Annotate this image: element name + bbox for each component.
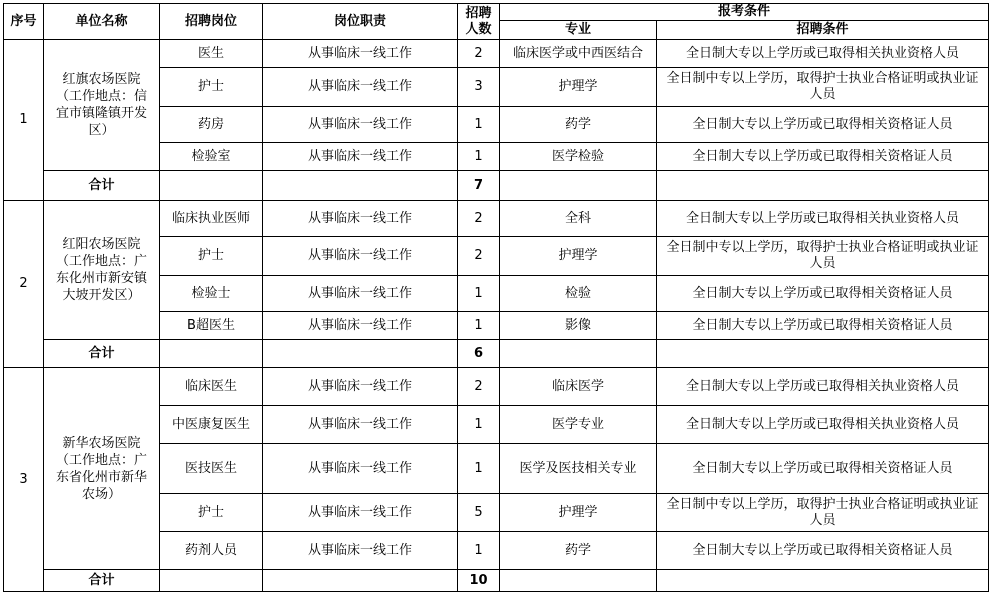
major-cell: 医学检验 <box>500 143 657 171</box>
requirement-cell: 全日制中专以上学历，取得护士执业合格证明或执业证人员 <box>657 494 989 532</box>
post-cell: 护士 <box>160 68 263 107</box>
count-cell: 5 <box>458 494 500 532</box>
post-cell: 医生 <box>160 40 263 68</box>
major-cell: 临床医学 <box>500 368 657 406</box>
header-duty: 岗位职责 <box>263 4 458 40</box>
post-cell: 药剂人员 <box>160 532 263 570</box>
total-label: 合计 <box>44 340 160 368</box>
header-count: 招聘人数 <box>458 4 500 40</box>
count-cell: 1 <box>458 107 500 143</box>
duty-cell: 从事临床一线工作 <box>263 68 458 107</box>
table-row <box>4 368 989 406</box>
requirement-cell: 全日制中专以上学历，取得护士执业合格证明或执业证人员 <box>657 237 989 276</box>
total-label: 合计 <box>44 171 160 201</box>
table-body <box>4 40 989 592</box>
major-cell: 护理学 <box>500 494 657 532</box>
seq-cell: 3 <box>4 368 44 592</box>
duty-cell: 从事临床一线工作 <box>263 107 458 143</box>
post-cell: B超医生 <box>160 312 263 340</box>
seq-cell: 1 <box>4 40 44 201</box>
header-seq: 序号 <box>4 4 44 40</box>
total-row <box>4 570 989 592</box>
major-cell: 护理学 <box>500 68 657 107</box>
count-cell: 1 <box>458 143 500 171</box>
total-row <box>4 340 989 368</box>
total-count: 10 <box>458 570 500 592</box>
requirement-cell: 全日制大专以上学历或已取得相关执业资格人员 <box>657 406 989 444</box>
duty-cell: 从事临床一线工作 <box>263 40 458 68</box>
empty-cell <box>160 340 263 368</box>
empty-cell <box>500 570 657 592</box>
requirement-cell: 全日制大专以上学历或已取得相关执业资格人员 <box>657 201 989 237</box>
duty-cell: 从事临床一线工作 <box>263 312 458 340</box>
duty-cell: 从事临床一线工作 <box>263 406 458 444</box>
post-cell: 医技医生 <box>160 444 263 494</box>
count-cell: 1 <box>458 276 500 312</box>
header-post: 招聘岗位 <box>160 4 263 40</box>
requirement-cell: 全日制大专以上学历或已取得相关资格证人员 <box>657 107 989 143</box>
empty-cell <box>160 171 263 201</box>
post-cell: 护士 <box>160 494 263 532</box>
recruitment-table <box>3 3 989 592</box>
duty-cell: 从事临床一线工作 <box>263 201 458 237</box>
table-row <box>4 40 989 68</box>
table-row <box>4 201 989 237</box>
header-requirement: 招聘条件 <box>657 21 989 40</box>
unit-name-cell: 红旗农场医院（工作地点：信宜市镇隆镇开发区） <box>44 40 160 171</box>
major-cell: 药学 <box>500 107 657 143</box>
major-cell: 检验 <box>500 276 657 312</box>
duty-cell: 从事临床一线工作 <box>263 368 458 406</box>
requirement-cell: 全日制大专以上学历或已取得相关资格证人员 <box>657 444 989 494</box>
post-cell: 护士 <box>160 237 263 276</box>
unit-name-cell: 新华农场医院（工作地点：广东省化州市新华农场） <box>44 368 160 570</box>
major-cell: 药学 <box>500 532 657 570</box>
duty-cell: 从事临床一线工作 <box>263 532 458 570</box>
count-cell: 2 <box>458 40 500 68</box>
duty-cell: 从事临床一线工作 <box>263 494 458 532</box>
requirement-cell: 全日制中专以上学历，取得护士执业合格证明或执业证人员 <box>657 68 989 107</box>
major-cell: 护理学 <box>500 237 657 276</box>
post-cell: 药房 <box>160 107 263 143</box>
total-count: 7 <box>458 171 500 201</box>
count-cell: 1 <box>458 532 500 570</box>
requirement-cell: 全日制大专以上学历或已取得相关资格证人员 <box>657 532 989 570</box>
post-cell: 检验室 <box>160 143 263 171</box>
count-cell: 1 <box>458 406 500 444</box>
header-conditions: 报考条件 <box>500 4 989 21</box>
seq-cell: 2 <box>4 201 44 368</box>
total-label: 合计 <box>44 570 160 592</box>
empty-cell <box>657 171 989 201</box>
count-cell: 2 <box>458 237 500 276</box>
count-cell: 3 <box>458 68 500 107</box>
requirement-cell: 全日制大专以上学历或已取得相关资格证人员 <box>657 143 989 171</box>
post-cell: 临床执业医师 <box>160 201 263 237</box>
empty-cell <box>263 570 458 592</box>
count-cell: 1 <box>458 312 500 340</box>
count-cell: 2 <box>458 368 500 406</box>
empty-cell <box>500 171 657 201</box>
count-cell: 2 <box>458 201 500 237</box>
empty-cell <box>657 570 989 592</box>
requirement-cell: 全日制大专以上学历或已取得相关资格证人员 <box>657 276 989 312</box>
major-cell: 医学专业 <box>500 406 657 444</box>
duty-cell: 从事临床一线工作 <box>263 237 458 276</box>
requirement-cell: 全日制大专以上学历或已取得相关资格证人员 <box>657 312 989 340</box>
header-major: 专业 <box>500 21 657 40</box>
empty-cell <box>160 570 263 592</box>
header-unit: 单位名称 <box>44 4 160 40</box>
major-cell: 临床医学或中西医结合 <box>500 40 657 68</box>
post-cell: 检验士 <box>160 276 263 312</box>
post-cell: 临床医生 <box>160 368 263 406</box>
requirement-cell: 全日制大专以上学历或已取得相关执业资格人员 <box>657 40 989 68</box>
major-cell: 全科 <box>500 201 657 237</box>
duty-cell: 从事临床一线工作 <box>263 276 458 312</box>
duty-cell: 从事临床一线工作 <box>263 444 458 494</box>
post-cell: 中医康复医生 <box>160 406 263 444</box>
empty-cell <box>500 340 657 368</box>
empty-cell <box>263 340 458 368</box>
duty-cell: 从事临床一线工作 <box>263 143 458 171</box>
count-cell: 1 <box>458 444 500 494</box>
empty-cell <box>657 340 989 368</box>
empty-cell <box>263 171 458 201</box>
major-cell: 影像 <box>500 312 657 340</box>
requirement-cell: 全日制大专以上学历或已取得相关执业资格人员 <box>657 368 989 406</box>
total-row <box>4 171 989 201</box>
unit-name-cell: 红阳农场医院（工作地点：广东化州市新安镇大坡开发区） <box>44 201 160 340</box>
total-count: 6 <box>458 340 500 368</box>
major-cell: 医学及医技相关专业 <box>500 444 657 494</box>
